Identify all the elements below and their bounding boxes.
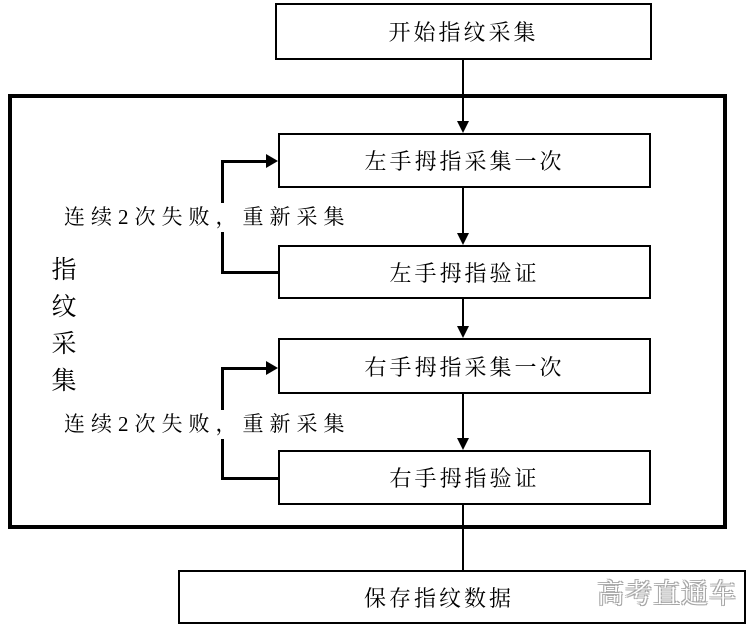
retry-label-right: 连续2次失败，重新采集 [62,410,353,439]
arrowhead-down-left-verify [457,233,469,245]
node-right-verify-label: 右手拇指验证 [389,466,540,491]
connector-right-verify-to-save [462,505,464,570]
loop-left-bottom-line [221,271,279,274]
node-right-collect [278,338,651,394]
loop-left-top-line [221,160,267,163]
loop-right-bottom-line [221,477,279,480]
arrowhead-right-right-loop [266,361,278,375]
node-left-collect [278,133,651,188]
start-node [275,3,652,60]
arrowhead-down-right-collect [457,326,469,338]
retry-label-left: 连续2次失败，重新采集 [62,203,353,232]
arrowhead-down-right-verify [457,438,469,450]
connector-left-verify-to-right-collect [462,299,464,327]
start-node-label: 开始指纹采集 [388,20,539,45]
node-left-verify-label: 左手拇指验证 [389,260,540,286]
watermark-text: 高考直通车 [597,579,737,609]
node-right-collect-label: 右手拇指采集一次 [364,354,565,380]
node-save-label: 保存指纹数据 [363,585,514,611]
loop-right-top-line [221,367,267,370]
connector-left-collect-to-verify [462,188,464,234]
group-label: 指纹采集 [51,257,77,395]
node-left-collect-label: 左手拇指采集一次 [364,149,565,174]
node-left-verify [278,245,651,299]
connector-right-collect-to-verify [462,394,464,439]
node-right-verify [278,450,651,505]
arrowhead-right-left-loop [266,154,278,168]
